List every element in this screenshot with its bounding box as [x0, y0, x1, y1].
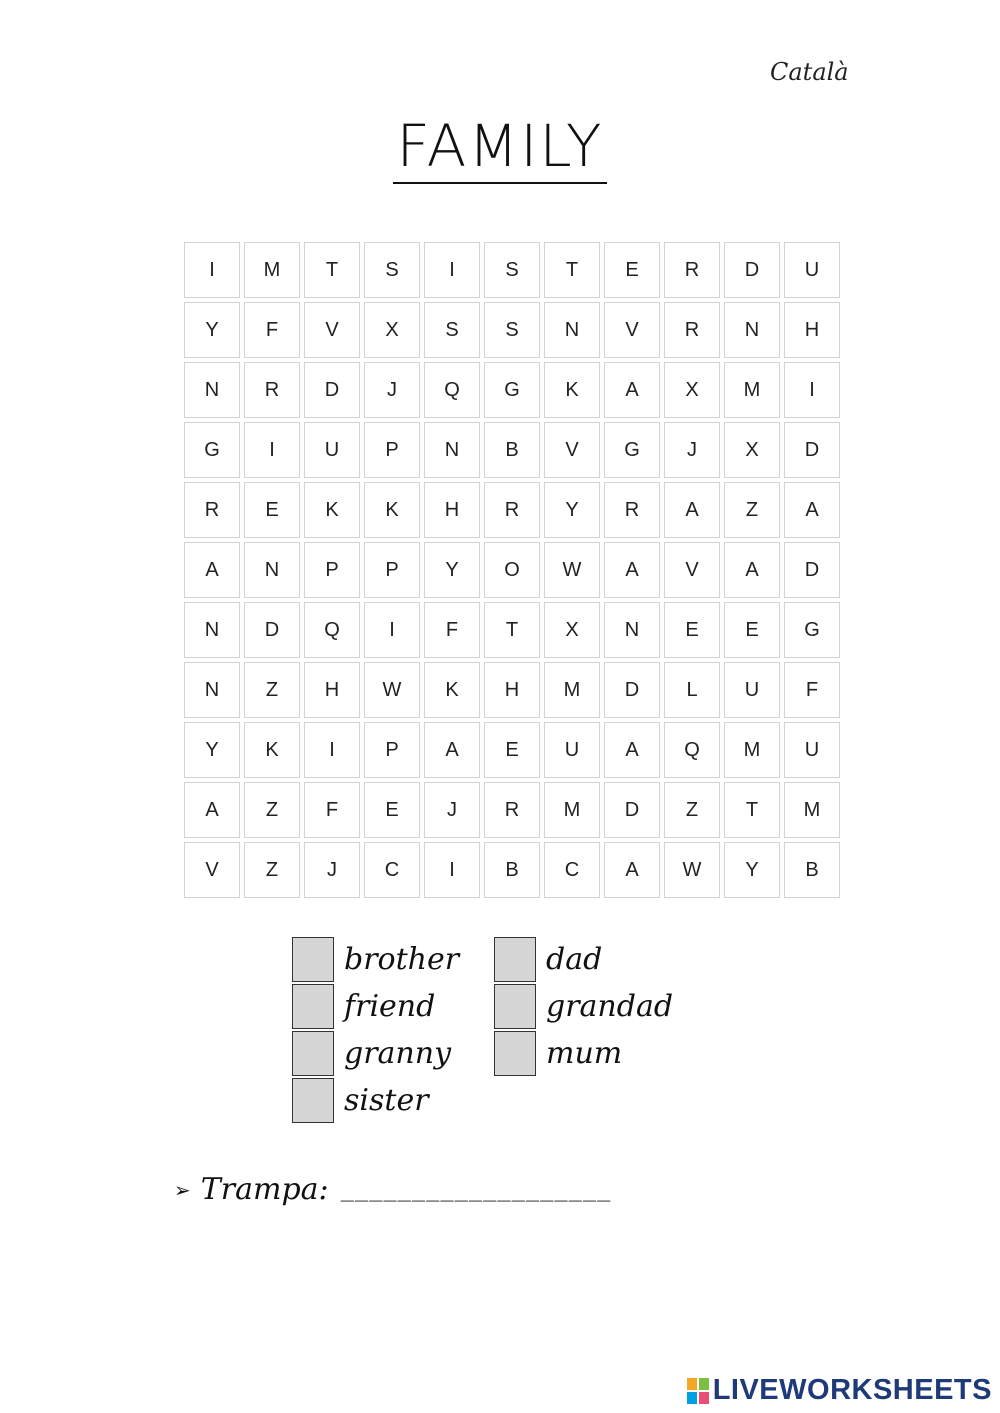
- word-checkbox[interactable]: [292, 1078, 334, 1123]
- grid-cell[interactable]: X: [724, 422, 780, 478]
- word-item: [292, 1031, 494, 1078]
- brand-name: LIVEWORKSHEETS: [712, 1374, 992, 1406]
- grid-cell[interactable]: T: [484, 602, 540, 658]
- grid-cell[interactable]: A: [184, 542, 240, 598]
- grid-cell[interactable]: B: [484, 842, 540, 898]
- grid-cell[interactable]: E: [604, 242, 660, 298]
- grid-cell[interactable]: D: [724, 242, 780, 298]
- grid-cell[interactable]: H: [304, 662, 360, 718]
- grid-cell[interactable]: V: [184, 842, 240, 898]
- grid-cell[interactable]: Y: [724, 842, 780, 898]
- grid-cell[interactable]: B: [484, 422, 540, 478]
- grid-cell[interactable]: P: [364, 722, 420, 778]
- grid-cell[interactable]: T: [544, 242, 600, 298]
- word-checkbox[interactable]: [494, 937, 536, 982]
- grid-cell[interactable]: L: [664, 662, 720, 718]
- grid-cell[interactable]: P: [364, 542, 420, 598]
- grid-cell[interactable]: I: [304, 722, 360, 778]
- word-label: brother: [344, 942, 460, 977]
- grid-cell[interactable]: S: [424, 302, 480, 358]
- grid-cell[interactable]: F: [424, 602, 480, 658]
- word-item: [292, 937, 494, 984]
- word-label: mum: [546, 1036, 623, 1071]
- grid-cell[interactable]: S: [364, 242, 420, 298]
- grid-cell[interactable]: S: [484, 302, 540, 358]
- grid-cell[interactable]: R: [484, 782, 540, 838]
- grid-cell[interactable]: F: [304, 782, 360, 838]
- grid-cell[interactable]: E: [484, 722, 540, 778]
- grid-cell[interactable]: N: [244, 542, 300, 598]
- grid-cell[interactable]: F: [784, 662, 840, 718]
- grid-cell[interactable]: N: [724, 302, 780, 358]
- grid-cell[interactable]: A: [664, 482, 720, 538]
- grid-cell[interactable]: U: [544, 722, 600, 778]
- grid-cell[interactable]: I: [184, 242, 240, 298]
- grid-cell[interactable]: N: [184, 662, 240, 718]
- trampa-label: Trampa:: [200, 1172, 329, 1207]
- grid-cell[interactable]: M: [544, 782, 600, 838]
- grid-cell[interactable]: N: [184, 602, 240, 658]
- grid-cell[interactable]: J: [304, 842, 360, 898]
- grid-cell[interactable]: K: [244, 722, 300, 778]
- grid-cell[interactable]: X: [664, 362, 720, 418]
- grid-cell[interactable]: I: [364, 602, 420, 658]
- word-checkbox[interactable]: [494, 984, 536, 1029]
- grid-cell[interactable]: C: [544, 842, 600, 898]
- grid-cell[interactable]: Z: [244, 842, 300, 898]
- word-label: grandad: [546, 989, 674, 1024]
- word-item: [494, 1031, 734, 1078]
- grid-cell[interactable]: D: [784, 542, 840, 598]
- grid-cell[interactable]: R: [664, 302, 720, 358]
- grid-cell[interactable]: W: [364, 662, 420, 718]
- grid-cell[interactable]: Y: [544, 482, 600, 538]
- grid-cell[interactable]: V: [604, 302, 660, 358]
- word-label: dad: [546, 942, 603, 977]
- grid-cell[interactable]: Y: [184, 722, 240, 778]
- word-item: [494, 984, 734, 1031]
- grid-cell[interactable]: Z: [664, 782, 720, 838]
- word-checkbox[interactable]: [292, 1031, 334, 1076]
- grid-cell[interactable]: J: [424, 782, 480, 838]
- word-checkbox[interactable]: [292, 984, 334, 1029]
- grid-cell[interactable]: F: [244, 302, 300, 358]
- word-search-grid: [184, 242, 840, 898]
- grid-cell[interactable]: K: [364, 482, 420, 538]
- grid-cell[interactable]: A: [604, 842, 660, 898]
- grid-cell[interactable]: Z: [244, 782, 300, 838]
- trampa-answer-line[interactable]: ___________________: [340, 1177, 612, 1202]
- arrow-bullet-icon: ➢: [174, 1177, 191, 1202]
- subject-label: Català: [770, 58, 849, 86]
- word-item: [292, 984, 494, 1031]
- grid-cell[interactable]: M: [724, 722, 780, 778]
- grid-cell[interactable]: D: [304, 362, 360, 418]
- grid-cell[interactable]: G: [184, 422, 240, 478]
- grid-cell[interactable]: N: [604, 602, 660, 658]
- word-label: granny: [344, 1036, 452, 1071]
- grid-cell[interactable]: R: [484, 482, 540, 538]
- grid-cell[interactable]: A: [724, 542, 780, 598]
- grid-cell[interactable]: U: [784, 242, 840, 298]
- word-list: [292, 937, 734, 1125]
- grid-cell[interactable]: U: [784, 722, 840, 778]
- grid-cell[interactable]: M: [784, 782, 840, 838]
- word-checkbox[interactable]: [292, 937, 334, 982]
- grid-cell[interactable]: H: [784, 302, 840, 358]
- grid-cell[interactable]: A: [424, 722, 480, 778]
- grid-cell[interactable]: M: [544, 662, 600, 718]
- grid-cell[interactable]: P: [364, 422, 420, 478]
- grid-cell[interactable]: Z: [724, 482, 780, 538]
- grid-cell[interactable]: C: [364, 842, 420, 898]
- grid-cell[interactable]: H: [484, 662, 540, 718]
- grid-cell[interactable]: K: [424, 662, 480, 718]
- word-label: friend: [344, 989, 436, 1024]
- grid-cell[interactable]: I: [784, 362, 840, 418]
- grid-cell[interactable]: V: [544, 422, 600, 478]
- grid-cell[interactable]: B: [784, 842, 840, 898]
- grid-cell[interactable]: J: [664, 422, 720, 478]
- grid-cell[interactable]: E: [664, 602, 720, 658]
- grid-cell[interactable]: I: [244, 422, 300, 478]
- page-title-text: FAMILY: [393, 112, 608, 184]
- grid-cell[interactable]: N: [184, 362, 240, 418]
- grid-cell[interactable]: K: [304, 482, 360, 538]
- grid-cell[interactable]: R: [244, 362, 300, 418]
- grid-cell[interactable]: W: [664, 842, 720, 898]
- grid-cell[interactable]: X: [544, 602, 600, 658]
- grid-cell[interactable]: I: [424, 242, 480, 298]
- grid-cell[interactable]: O: [484, 542, 540, 598]
- grid-cell[interactable]: V: [304, 302, 360, 358]
- grid-cell[interactable]: A: [604, 362, 660, 418]
- grid-cell[interactable]: M: [724, 362, 780, 418]
- grid-cell[interactable]: I: [424, 842, 480, 898]
- liveworksheets-logo-icon: [687, 1378, 709, 1404]
- grid-cell[interactable]: A: [604, 542, 660, 598]
- grid-cell[interactable]: K: [544, 362, 600, 418]
- grid-cell[interactable]: Q: [424, 362, 480, 418]
- page-title: [0, 112, 1000, 180]
- word-item: [494, 937, 734, 984]
- grid-cell[interactable]: U: [724, 662, 780, 718]
- grid-cell[interactable]: T: [304, 242, 360, 298]
- grid-cell[interactable]: D: [604, 782, 660, 838]
- grid-cell[interactable]: Q: [664, 722, 720, 778]
- grid-cell[interactable]: A: [184, 782, 240, 838]
- word-label: sister: [344, 1083, 429, 1118]
- grid-cell[interactable]: G: [604, 422, 660, 478]
- grid-cell[interactable]: E: [364, 782, 420, 838]
- grid-cell[interactable]: R: [184, 482, 240, 538]
- grid-cell[interactable]: S: [484, 242, 540, 298]
- grid-cell[interactable]: E: [244, 482, 300, 538]
- grid-cell[interactable]: Y: [184, 302, 240, 358]
- grid-cell[interactable]: R: [664, 242, 720, 298]
- grid-cell[interactable]: D: [244, 602, 300, 658]
- grid-cell[interactable]: D: [784, 422, 840, 478]
- grid-cell[interactable]: N: [544, 302, 600, 358]
- trampa-row: [174, 1172, 611, 1207]
- grid-cell[interactable]: V: [664, 542, 720, 598]
- word-item: [292, 1078, 494, 1125]
- grid-cell[interactable]: D: [604, 662, 660, 718]
- grid-cell[interactable]: Z: [244, 662, 300, 718]
- grid-cell[interactable]: N: [424, 422, 480, 478]
- grid-cell[interactable]: G: [484, 362, 540, 418]
- grid-cell[interactable]: X: [364, 302, 420, 358]
- grid-cell[interactable]: A: [784, 482, 840, 538]
- grid-cell[interactable]: Q: [304, 602, 360, 658]
- grid-cell[interactable]: P: [304, 542, 360, 598]
- grid-cell[interactable]: E: [724, 602, 780, 658]
- grid-cell[interactable]: W: [544, 542, 600, 598]
- word-checkbox[interactable]: [494, 1031, 536, 1076]
- grid-cell[interactable]: G: [784, 602, 840, 658]
- grid-cell[interactable]: A: [604, 722, 660, 778]
- grid-cell[interactable]: Y: [424, 542, 480, 598]
- grid-cell[interactable]: H: [424, 482, 480, 538]
- grid-cell[interactable]: J: [364, 362, 420, 418]
- grid-cell[interactable]: M: [244, 242, 300, 298]
- grid-cell[interactable]: T: [724, 782, 780, 838]
- brand-footer: [687, 1374, 992, 1407]
- grid-cell[interactable]: R: [604, 482, 660, 538]
- grid-cell[interactable]: U: [304, 422, 360, 478]
